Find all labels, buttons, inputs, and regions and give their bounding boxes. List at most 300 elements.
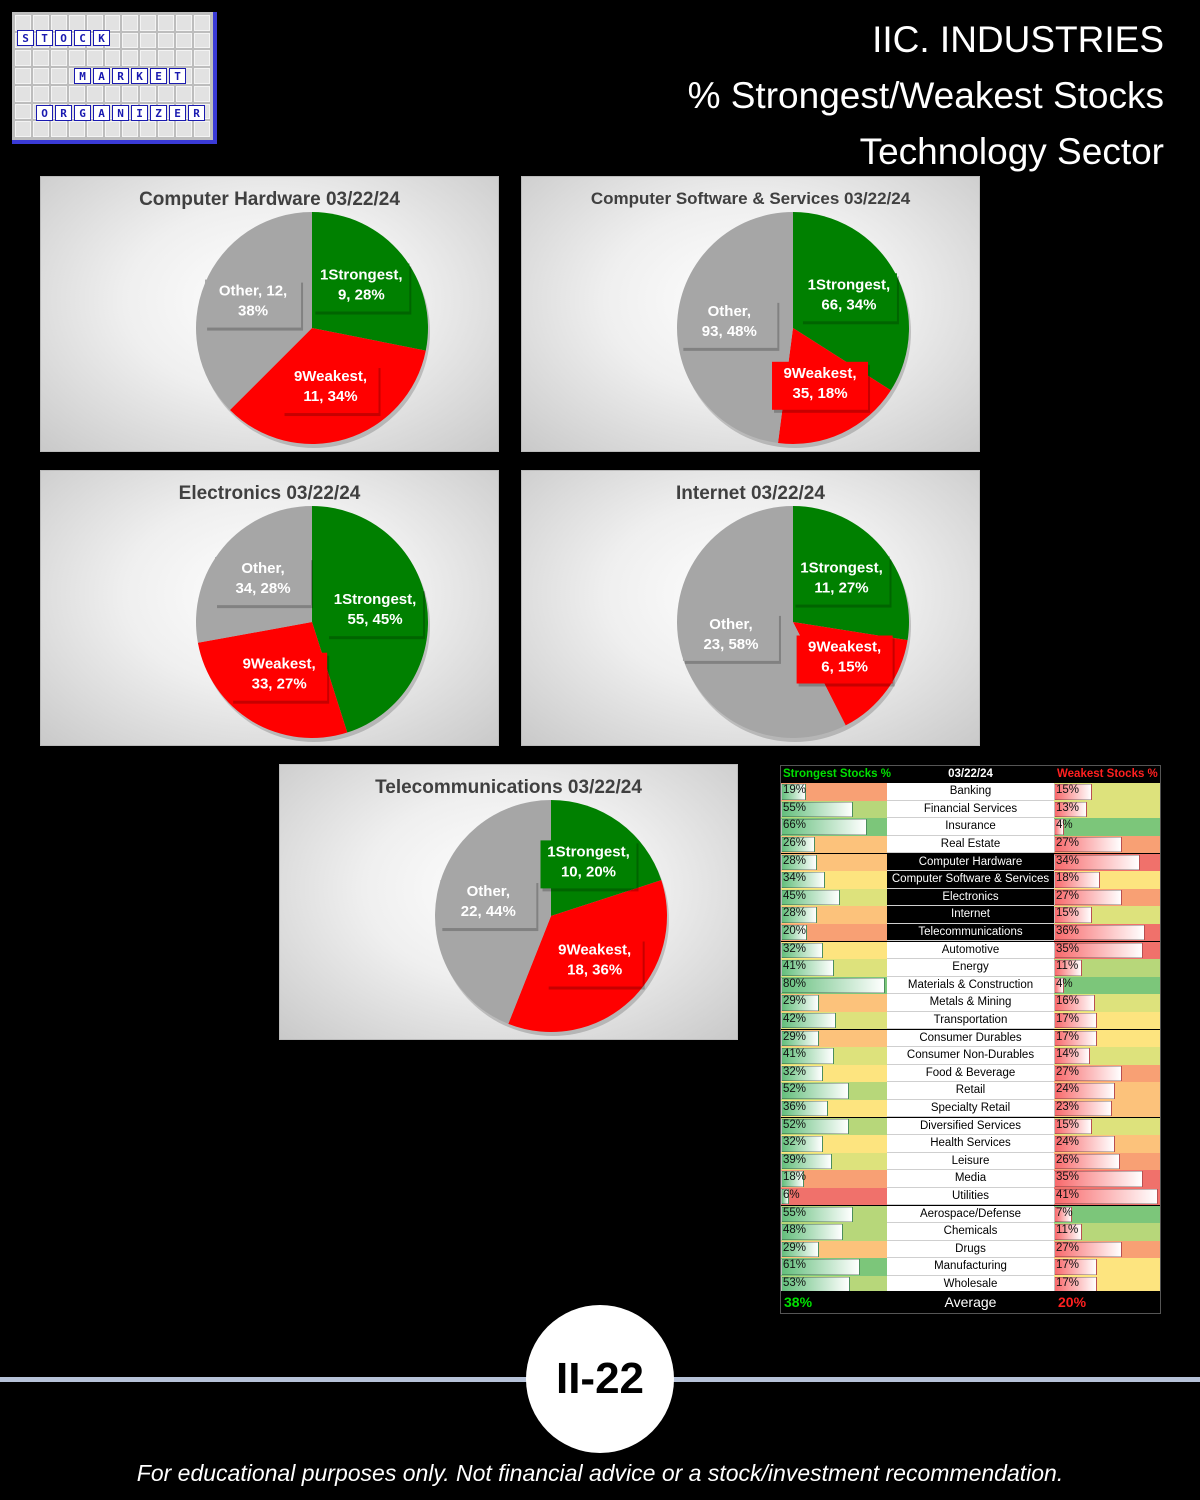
- strongest-value: 48%: [783, 1224, 807, 1236]
- pie-data-label: [547, 939, 645, 990]
- logo-letter: A: [93, 68, 110, 84]
- logo-letter: R: [55, 105, 72, 121]
- logo-grid-cell: [122, 50, 138, 66]
- strongest-cell: [781, 906, 887, 924]
- strongest-value: 42%: [783, 1012, 807, 1025]
- weakest-value: 27%: [1056, 1241, 1080, 1254]
- header-strongest: Strongest Stocks %: [783, 768, 891, 780]
- logo-grid-cell: [176, 33, 192, 49]
- weakest-cell: [1054, 1030, 1160, 1047]
- weakest-value: 18%: [1056, 872, 1080, 884]
- pie-data-label: [772, 362, 870, 413]
- logo-grid-cell: [194, 86, 210, 102]
- pie-label-text: 1Strongest,: [333, 591, 417, 609]
- industry-name: Health Services: [887, 1135, 1054, 1153]
- pie-chart-internet: [522, 471, 981, 747]
- logo-grid-cell: [140, 33, 156, 49]
- industry-name: Telecommunications: [887, 924, 1054, 942]
- weakest-cell: [1054, 1118, 1160, 1135]
- table-row: [781, 1153, 1160, 1171]
- weakest-cell: [1054, 1206, 1160, 1223]
- logo-grid-cell: [69, 86, 85, 102]
- logo-grid-cell: [51, 50, 67, 66]
- industry-name: Consumer Durables: [887, 1030, 1054, 1047]
- strongest-cell: [781, 1170, 887, 1188]
- table-row: [781, 906, 1160, 924]
- logo-grid-cell: [15, 68, 31, 84]
- logo-grid-cell: [140, 121, 156, 137]
- weakest-cell: [1054, 889, 1160, 907]
- pie-data-label: [327, 588, 425, 639]
- pie-label-text: 11, 34%: [303, 388, 358, 406]
- strongest-value: 36%: [783, 1100, 807, 1113]
- logo-grid-cell: [15, 121, 31, 137]
- logo-grid-cell: [194, 121, 210, 137]
- industry-name: Leisure: [887, 1153, 1054, 1171]
- industry-name: Energy: [887, 959, 1054, 977]
- table-row: [781, 783, 1160, 801]
- strongest-value: 41%: [783, 960, 807, 972]
- table-row: [781, 1188, 1160, 1206]
- logo-grid-cell: [105, 121, 121, 137]
- logo-grid-cell: [176, 15, 192, 31]
- logo-grid-cell: [140, 86, 156, 102]
- pie-data-label: [313, 264, 411, 315]
- chart-title: Telecommunications 03/22/24: [375, 777, 642, 798]
- weakest-cell: [1054, 1100, 1160, 1118]
- page-number-badge: II-22: [526, 1305, 674, 1453]
- industry-name: Computer Software & Services: [887, 871, 1054, 889]
- table-row: [781, 818, 1160, 836]
- logo-grid-cell: [69, 121, 85, 137]
- table-row: [781, 1170, 1160, 1188]
- industry-name: Retail: [887, 1082, 1054, 1100]
- weakest-value: 7%: [1056, 1207, 1073, 1220]
- logo-grid-cell: [51, 121, 67, 137]
- strongest-value: 80%: [783, 977, 807, 990]
- industry-name: Diversified Services: [887, 1118, 1054, 1135]
- weakest-cell: [1054, 959, 1160, 977]
- industry-name: Food & Beverage: [887, 1065, 1054, 1083]
- table-row: [781, 977, 1160, 995]
- header-date: 03/22/24: [948, 768, 993, 780]
- pie-data-label: [794, 557, 892, 608]
- strongest-value: 45%: [783, 889, 807, 902]
- strongest-value: 55%: [783, 801, 807, 814]
- weakest-value: 17%: [1056, 1031, 1080, 1044]
- strongest-value: 41%: [783, 1048, 807, 1060]
- industry-name: Specialty Retail: [887, 1100, 1054, 1118]
- industry-name: Financial Services: [887, 801, 1054, 819]
- table-row: [781, 1241, 1160, 1259]
- pie-label-text: Other,: [709, 615, 753, 633]
- pie-chart-computer-hardware: [41, 177, 500, 453]
- weakest-value: 17%: [1056, 1276, 1080, 1289]
- pie-label-text: 38%: [238, 302, 269, 320]
- logo-grid-cell: [158, 50, 174, 66]
- table-row: [781, 1029, 1160, 1047]
- weakest-value: 15%: [1056, 1119, 1080, 1132]
- industry-name: Media: [887, 1170, 1054, 1188]
- strongest-value: 52%: [783, 1083, 807, 1096]
- logo-letter: I: [131, 105, 148, 121]
- table-row: [781, 1100, 1160, 1118]
- industry-name: Internet: [887, 906, 1054, 924]
- pie-label-text: Other, 12,: [218, 282, 288, 300]
- weakest-value: 11%: [1056, 1224, 1079, 1236]
- table-row: [781, 1258, 1160, 1276]
- logo-letter: K: [131, 68, 148, 84]
- weakest-cell: [1054, 1258, 1160, 1276]
- table-row: [781, 1205, 1160, 1223]
- logo-letter: R: [112, 68, 129, 84]
- logo-grid-cell: [87, 50, 103, 66]
- weakest-cell: [1054, 1082, 1160, 1100]
- logo-grid-cell: [105, 86, 121, 102]
- strongest-value: 66%: [783, 819, 807, 832]
- strongest-cell: [781, 889, 887, 907]
- pie-label-text: 34, 28%: [235, 580, 291, 598]
- logo-word-market: [74, 68, 186, 84]
- logo-grid-cell: [87, 121, 103, 137]
- pie-data-label: [440, 880, 538, 931]
- logo-grid-cell: [158, 15, 174, 31]
- pie-data-label: [541, 840, 639, 891]
- logo-letter: G: [74, 105, 91, 121]
- logo-letter: M: [74, 68, 91, 84]
- logo-letter: O: [55, 30, 72, 46]
- weakest-value: 17%: [1056, 1012, 1080, 1025]
- pie-label-text: 22, 44%: [460, 903, 516, 921]
- weakest-value: 4%: [1056, 977, 1073, 990]
- chart-title: Computer Software & Services 03/22/24: [590, 189, 911, 208]
- logo-grid-cell: [176, 86, 192, 102]
- pie-chart-telecommunications: [280, 765, 739, 1041]
- weakest-value: 34%: [1056, 855, 1080, 868]
- pie-label-text: 93, 48%: [701, 322, 757, 340]
- strongest-cell: [781, 1188, 887, 1206]
- pie-data-label: [683, 613, 781, 664]
- strongest-value: 39%: [783, 1153, 807, 1166]
- industry-name: Consumer Non-Durables: [887, 1047, 1054, 1065]
- logo-grid-cell: [122, 15, 138, 31]
- table-row: [781, 1117, 1160, 1135]
- weakest-value: 27%: [1056, 889, 1080, 902]
- logo-grid-cell: [194, 15, 210, 31]
- strongest-value: 32%: [783, 1065, 807, 1078]
- table-row: [781, 994, 1160, 1012]
- chart-title: Electronics 03/22/24: [178, 483, 361, 504]
- chart-title: Computer Hardware 03/22/24: [139, 189, 400, 210]
- pie-data-label: [283, 365, 381, 416]
- weakest-cell: [1054, 836, 1160, 854]
- strongest-value: 29%: [783, 1031, 807, 1044]
- logo-grid-cell: [122, 86, 138, 102]
- logo-letter: T: [169, 68, 186, 84]
- logo-grid-cell: [105, 50, 121, 66]
- table-row: [781, 801, 1160, 819]
- weakest-cell: [1054, 1012, 1160, 1030]
- weakest-value: 36%: [1056, 924, 1080, 937]
- strongest-cell: [781, 871, 887, 889]
- disclaimer: For educational purposes only. Not financial advice or a stock/investment recommendation.: [136, 1460, 1064, 1486]
- logo-letter: C: [74, 30, 91, 46]
- strongest-cell: [781, 1153, 887, 1171]
- strongest-cell: [781, 854, 887, 871]
- weakest-value: 15%: [1056, 907, 1080, 920]
- strongest-value: 55%: [783, 1207, 807, 1220]
- logo-grid-cell: [158, 33, 174, 49]
- table-row: [781, 1065, 1160, 1083]
- weakest-value: 15%: [1056, 784, 1080, 796]
- logo-grid-cell: [194, 68, 210, 84]
- table-row: [781, 836, 1160, 854]
- logo-grid-cell: [122, 121, 138, 137]
- logo-grid-cell: [140, 50, 156, 66]
- pie-label-text: Other,: [466, 883, 511, 901]
- weakest-value: 23%: [1056, 1100, 1080, 1113]
- pie-panel-internet: [521, 470, 980, 746]
- strongest-value: 53%: [783, 1276, 807, 1289]
- table-footer-average: [781, 1291, 1160, 1313]
- pie-label-text: 6, 15%: [821, 658, 868, 676]
- pie-label-text: Other,: [241, 560, 285, 578]
- strongest-cell: [781, 1118, 887, 1135]
- logo-letter: E: [150, 68, 167, 84]
- strongest-cell: [781, 924, 887, 942]
- pie-panel-electronics: [40, 470, 499, 746]
- pie-label-text: 9, 28%: [337, 286, 385, 304]
- weakest-value: 41%: [1056, 1188, 1080, 1201]
- weakest-cell: [1054, 1188, 1160, 1206]
- logo-word-organizer: [36, 105, 205, 121]
- pie-panel-computer-hardware: [40, 176, 499, 452]
- table-row: [781, 871, 1160, 889]
- strongest-cell: [781, 818, 887, 836]
- pie-label-text: 23, 58%: [703, 635, 759, 653]
- pie-label-text: 1Strongest,: [807, 276, 891, 294]
- industry-strength-table: [780, 765, 1161, 1314]
- header-title: % Strongest/Weakest Stocks: [687, 75, 1164, 116]
- logo-grid-cell: [15, 50, 31, 66]
- logo-grid-cell: [158, 121, 174, 137]
- logo-grid-cell: [69, 50, 85, 66]
- strongest-value: 29%: [783, 1241, 807, 1254]
- industry-name: Computer Hardware: [887, 854, 1054, 871]
- logo-letter: N: [112, 105, 129, 121]
- industry-name: Transportation: [887, 1012, 1054, 1030]
- pie-data-label: [205, 280, 303, 331]
- strongest-value: 29%: [783, 995, 807, 1008]
- strongest-value: 28%: [783, 907, 807, 920]
- pie-chart-electronics: [41, 471, 500, 747]
- logo-grid-cell: [140, 15, 156, 31]
- pie-label-text: 1Strongest,: [320, 266, 403, 284]
- weakest-cell: [1054, 942, 1160, 959]
- industry-name: Metals & Mining: [887, 994, 1054, 1012]
- industry-name: Materials & Construction: [887, 977, 1054, 995]
- pie-data-label: [231, 653, 329, 704]
- table-row: [781, 853, 1160, 871]
- logo-word-stock: [17, 30, 110, 46]
- pie-label-text: 9Weakest,: [558, 941, 632, 959]
- pie-panel-computer-software: [521, 176, 980, 452]
- strongest-cell: [781, 783, 887, 801]
- weakest-cell: [1054, 1047, 1160, 1065]
- chart-title: Internet 03/22/24: [676, 483, 825, 504]
- weakest-cell: [1054, 801, 1160, 819]
- logo-letter: T: [36, 30, 53, 46]
- industry-name: Manufacturing: [887, 1258, 1054, 1276]
- industry-name: Real Estate: [887, 836, 1054, 854]
- logo-letter: R: [188, 105, 205, 121]
- industry-name: Utilities: [887, 1188, 1054, 1206]
- weakest-value: 27%: [1056, 836, 1080, 849]
- weakest-cell: [1054, 1153, 1160, 1171]
- strongest-cell: [781, 1258, 887, 1276]
- weakest-value: 24%: [1056, 1136, 1080, 1148]
- weakest-cell: [1054, 924, 1160, 942]
- table-row: [781, 1082, 1160, 1100]
- logo-grid-cell: [33, 86, 49, 102]
- strongest-cell: [781, 994, 887, 1012]
- strongest-cell: [781, 1241, 887, 1259]
- table-row: [781, 1135, 1160, 1153]
- logo-grid-cell: [51, 86, 67, 102]
- table-row: [781, 941, 1160, 959]
- logo-letter: S: [17, 30, 34, 46]
- strongest-cell: [781, 1047, 887, 1065]
- table-header: [781, 766, 1160, 783]
- strongest-value: 61%: [783, 1259, 807, 1272]
- header-weakest: Weakest Stocks %: [1057, 768, 1158, 780]
- logo-grid-cell: [87, 86, 103, 102]
- pie-label-text: 33, 27%: [251, 675, 307, 693]
- weakest-cell: [1054, 994, 1160, 1012]
- strongest-cell: [781, 959, 887, 977]
- logo-grid-cell: [158, 86, 174, 102]
- industry-name: Automotive: [887, 942, 1054, 959]
- header-section: IIC. INDUSTRIES: [872, 19, 1164, 60]
- strongest-value: 26%: [783, 836, 807, 849]
- weakest-cell: [1054, 818, 1160, 836]
- strongest-cell: [781, 1135, 887, 1153]
- pie-label-text: 11, 27%: [814, 579, 869, 597]
- strongest-value: 32%: [783, 943, 807, 956]
- logo-grid-cell: [15, 15, 31, 31]
- logo-grid-cell: [33, 68, 49, 84]
- weakest-cell: [1054, 977, 1160, 995]
- pie-data-label: [215, 557, 313, 608]
- industry-name: Wholesale: [887, 1276, 1054, 1294]
- strongest-value: 32%: [783, 1136, 807, 1148]
- weakest-cell: [1054, 871, 1160, 889]
- logo-letter: E: [169, 105, 186, 121]
- logo-grid-cell: [51, 68, 67, 84]
- logo-letter: K: [93, 30, 110, 46]
- weakest-cell: [1054, 1241, 1160, 1259]
- weakest-value: 26%: [1056, 1153, 1080, 1166]
- strongest-cell: [781, 977, 887, 995]
- weakest-value: 4%: [1056, 819, 1073, 832]
- logo-grid-cell: [33, 15, 49, 31]
- strongest-cell: [781, 1206, 887, 1223]
- logo-grid-cell: [176, 50, 192, 66]
- pie-panel-telecommunications: [279, 764, 738, 1040]
- industry-name: Aerospace/Defense: [887, 1206, 1054, 1223]
- pie-data-label: [797, 636, 895, 687]
- strongest-cell: [781, 1100, 887, 1118]
- logo-grid-cell: [194, 33, 210, 49]
- table-row: [781, 959, 1160, 977]
- pie-label-text: 55, 45%: [347, 611, 403, 629]
- weakest-cell: [1054, 854, 1160, 871]
- industry-name: Electronics: [887, 889, 1054, 907]
- stock-market-organizer-logo: [12, 12, 217, 144]
- strongest-cell: [781, 942, 887, 959]
- logo-grid-cell: [194, 50, 210, 66]
- table-row: [781, 924, 1160, 942]
- weakest-cell: [1054, 1170, 1160, 1188]
- weakest-value: 24%: [1056, 1083, 1080, 1096]
- strongest-value: 19%: [783, 784, 807, 796]
- weakest-value: 14%: [1056, 1048, 1080, 1060]
- weakest-value: 11%: [1056, 960, 1079, 972]
- pie-data-label: [801, 273, 899, 324]
- table-row: [781, 1047, 1160, 1065]
- logo-grid-cell: [176, 121, 192, 137]
- logo-letter: O: [36, 105, 53, 121]
- pie-label-text: 18, 36%: [567, 961, 623, 979]
- pie-label-text: 9Weakest,: [242, 655, 316, 673]
- strongest-cell: [781, 1030, 887, 1047]
- industry-name: Drugs: [887, 1241, 1054, 1259]
- weakest-cell: [1054, 1065, 1160, 1083]
- weakest-value: 16%: [1056, 995, 1080, 1008]
- strongest-value: 34%: [783, 872, 807, 884]
- logo-grid-cell: [15, 86, 31, 102]
- logo-grid-cell: [69, 15, 85, 31]
- pie-label-text: 1Strongest,: [800, 559, 883, 577]
- logo-grid-cell: [33, 121, 49, 137]
- strongest-cell: [781, 1065, 887, 1083]
- logo-grid-cell: [105, 15, 121, 31]
- logo-grid-cell: [87, 15, 103, 31]
- pie-label-text: 9Weakest,: [783, 364, 857, 382]
- strongest-cell: [781, 1223, 887, 1241]
- strongest-value: 18%: [783, 1171, 807, 1184]
- page-header: [688, 12, 1164, 180]
- strongest-cell: [781, 1082, 887, 1100]
- logo-grid-cell: [15, 104, 31, 120]
- logo-grid-cell: [122, 33, 138, 49]
- pie-label-text: 9Weakest,: [293, 368, 368, 386]
- header-sector: Technology Sector: [859, 131, 1164, 172]
- pie-label-text: 10, 20%: [560, 863, 617, 881]
- weakest-value: 27%: [1056, 1065, 1080, 1078]
- strongest-value: 28%: [783, 855, 807, 868]
- strongest-cell: [781, 801, 887, 819]
- weakest-cell: [1054, 1135, 1160, 1153]
- weakest-value: 35%: [1056, 1171, 1080, 1184]
- pie-label-text: 9Weakest,: [808, 638, 882, 656]
- industry-name: Chemicals: [887, 1223, 1054, 1241]
- pie-data-label: [681, 300, 779, 351]
- average-weakest: 20%: [1058, 1294, 1087, 1310]
- weakest-value: 13%: [1056, 801, 1080, 814]
- logo-letter: Z: [150, 105, 167, 121]
- weakest-cell: [1054, 1223, 1160, 1241]
